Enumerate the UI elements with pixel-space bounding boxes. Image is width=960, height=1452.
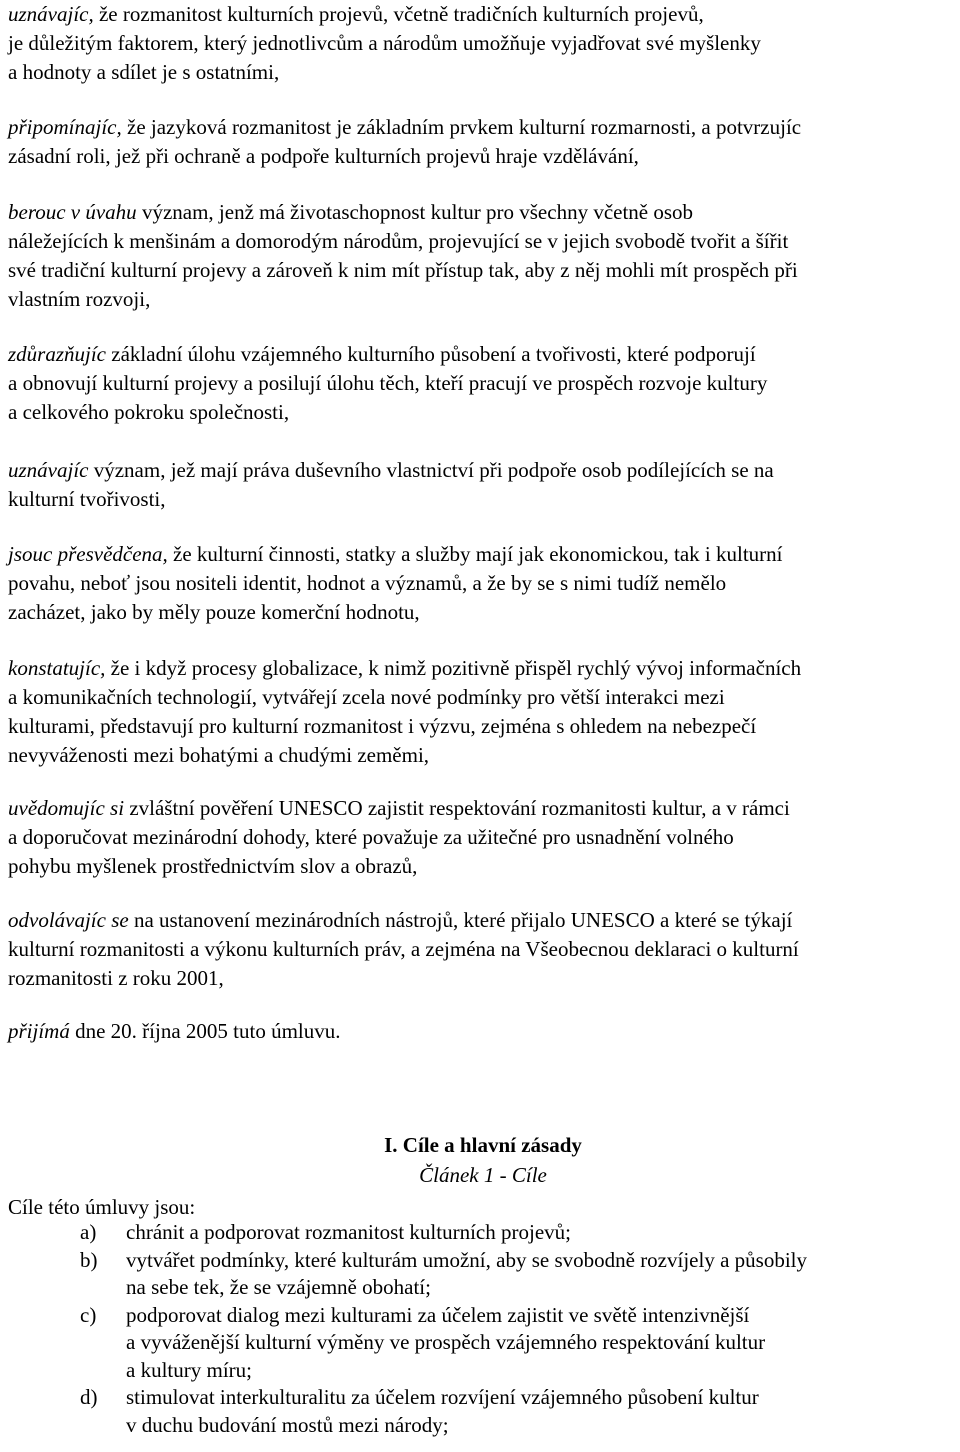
list-item bbox=[8, 1219, 958, 1247]
list-marker: c) bbox=[80, 1302, 97, 1327]
list-item bbox=[8, 1384, 958, 1439]
preamble-paragraph-5 bbox=[8, 456, 774, 514]
paragraph-text: vlastním rozvoji, bbox=[8, 287, 151, 311]
paragraph-text: pohybu myšlenek prostřednictvím slov a obrazů, bbox=[8, 854, 418, 878]
paragraph-text: a komunikačních technologií, vytvářejí zcela nové podmínky pro větší interakci mezi bbox=[8, 685, 725, 709]
paragraph-lead: přijímá bbox=[8, 1019, 70, 1043]
list-item-text: podporovat dialog mezi kulturami za účelem zajistit ve světě intenzivnější bbox=[126, 1302, 750, 1327]
paragraph-lead: odvolávajíc se bbox=[8, 908, 129, 932]
paragraph-text: povahu, neboť jsou nositeli identit, hodnot a významů, a že by se s nimi tudíž nemělo bbox=[8, 571, 727, 595]
list-item-text: stimulovat interkulturalitu za účelem rozvíjení vzájemného působení kultur bbox=[126, 1385, 759, 1409]
preamble-paragraph-3 bbox=[8, 198, 798, 314]
paragraph-lead: uznávajíc bbox=[8, 458, 89, 482]
paragraph-text: své tradiční kulturní projevy a zároveň k nim mít přístup tak, aby z něj mohli mít prospěch při bbox=[8, 258, 798, 282]
paragraph-text: že jazyková rozmanitost je základním prvkem kulturní rozmarnosti, a potvrzujíc bbox=[121, 115, 802, 139]
list-item-text: v duchu budování mostů mezi národy; bbox=[126, 1412, 449, 1437]
preamble-paragraph-7 bbox=[8, 654, 801, 770]
paragraph-text: náležejících k menšinám a domorodým národům, projevující se v jejich svobodě tvořit a šířit bbox=[8, 229, 789, 253]
list-item-text: chránit a podporovat rozmanitost kulturních projevů; bbox=[126, 1220, 571, 1244]
paragraph-lead: uznávajíc, bbox=[8, 2, 94, 26]
paragraph-text: kulturami, představují pro kulturní rozmanitost i výzvu, zejména s ohledem na nebezpečí bbox=[8, 714, 757, 738]
paragraph-text: nevyváženosti mezi bohatými a chudými zeměmi, bbox=[8, 743, 430, 767]
paragraph-text: zvláštní pověření UNESCO zajistit respektování rozmanitosti kultur, a v rámci bbox=[124, 796, 790, 820]
paragraph-text: a celkového pokroku společnosti, bbox=[8, 400, 290, 424]
objectives-intro: Cíle této úmluvy jsou: bbox=[8, 1195, 196, 1219]
paragraph-lead: berouc v úvahu bbox=[8, 200, 137, 224]
list-marker: a) bbox=[80, 1220, 97, 1244]
paragraph-text: je důležitým faktorem, který jednotlivcům a národům umožňuje vyjadřovat své myšlenky bbox=[8, 31, 761, 55]
list-item-text: a vyváženější kulturní výměny ve prospěch vzájemného respektování kultur bbox=[126, 1330, 766, 1354]
paragraph-text: význam, jenž má životaschopnost kultur pro všechny včetně osob bbox=[136, 200, 694, 224]
paragraph-lead: uvědomujíc si bbox=[8, 796, 125, 820]
section-heading: I. Cíle a hlavní zásady bbox=[384, 1133, 582, 1157]
paragraph-text: dne 20. října 2005 tuto úmluvu. bbox=[69, 1019, 341, 1043]
preamble-paragraph-1 bbox=[8, 0, 761, 87]
paragraph-text: rozmanitosti z roku 2001, bbox=[8, 966, 224, 990]
article-subheading: Článek 1 - Cíle bbox=[419, 1163, 547, 1187]
paragraph-text: že kulturní činnosti, statky a služby mají jak ekonomickou, tak i kulturní bbox=[167, 542, 783, 566]
list-item-text: vytvářet podmínky, které kulturám umožní, aby se svobodně rozvíjely a působily bbox=[126, 1247, 807, 1272]
preamble-paragraph-8 bbox=[8, 794, 790, 881]
preamble-paragraph-4 bbox=[8, 340, 767, 427]
list-marker: b) bbox=[80, 1247, 98, 1272]
list-item-text: a kultury míru; bbox=[126, 1357, 252, 1382]
preamble-paragraph-9 bbox=[8, 906, 799, 993]
paragraph-text: na ustanovení mezinárodních nástrojů, které přijalo UNESCO a které se týkají bbox=[128, 908, 793, 932]
preamble-paragraph-6 bbox=[8, 540, 783, 627]
paragraph-text: a obnovují kulturní projevy a posilují úlohu těch, kteří pracují ve prospěch rozvoje kultury bbox=[8, 371, 768, 395]
list-item bbox=[8, 1247, 958, 1302]
paragraph-text: zacházet, jako by měly pouze komerční hodnotu, bbox=[8, 600, 420, 624]
preamble-paragraph-10 bbox=[8, 1017, 341, 1046]
paragraph-lead: zdůrazňujíc bbox=[8, 342, 107, 366]
list-item-text: na sebe tek, že se vzájemně obohatí; bbox=[126, 1275, 431, 1299]
paragraph-text: základní úlohu vzájemného kulturního působení a tvořivosti, které podporují bbox=[106, 342, 756, 366]
paragraph-text: zásadní roli, jež při ochraně a podpoře kulturních projevů hraje vzdělávání, bbox=[8, 144, 639, 168]
paragraph-text: že i když procesy globalizace, k nimž pozitivně přispěl rychlý vývoj informačních bbox=[105, 656, 802, 680]
paragraph-lead: připomínajíc, bbox=[8, 115, 122, 139]
paragraph-text: kulturní tvořivosti, bbox=[8, 487, 166, 511]
paragraph-text: že rozmanitost kulturních projevů, včetně tradičních kulturních projevů, bbox=[93, 2, 704, 26]
paragraph-lead: jsouc přesvědčena, bbox=[8, 542, 168, 566]
objectives-list bbox=[8, 1219, 958, 1439]
paragraph-text: a doporučovat mezinárodní dohody, které považuje za užitečné pro usnadnění volného bbox=[8, 825, 734, 849]
paragraph-text: a hodnoty a sdílet je s ostatními, bbox=[8, 60, 280, 84]
paragraph-text: kulturní rozmanitosti a výkonu kulturních práv, a zejména na Všeobecnou deklaraci o kulturní bbox=[8, 937, 799, 961]
list-item bbox=[8, 1302, 958, 1385]
preamble-paragraph-2 bbox=[8, 113, 801, 171]
paragraph-text: význam, jež mají práva duševního vlastnictví při podpoře osob podílejících se na bbox=[88, 458, 774, 482]
list-marker: d) bbox=[80, 1385, 98, 1409]
paragraph-lead: konstatujíc, bbox=[8, 656, 106, 680]
